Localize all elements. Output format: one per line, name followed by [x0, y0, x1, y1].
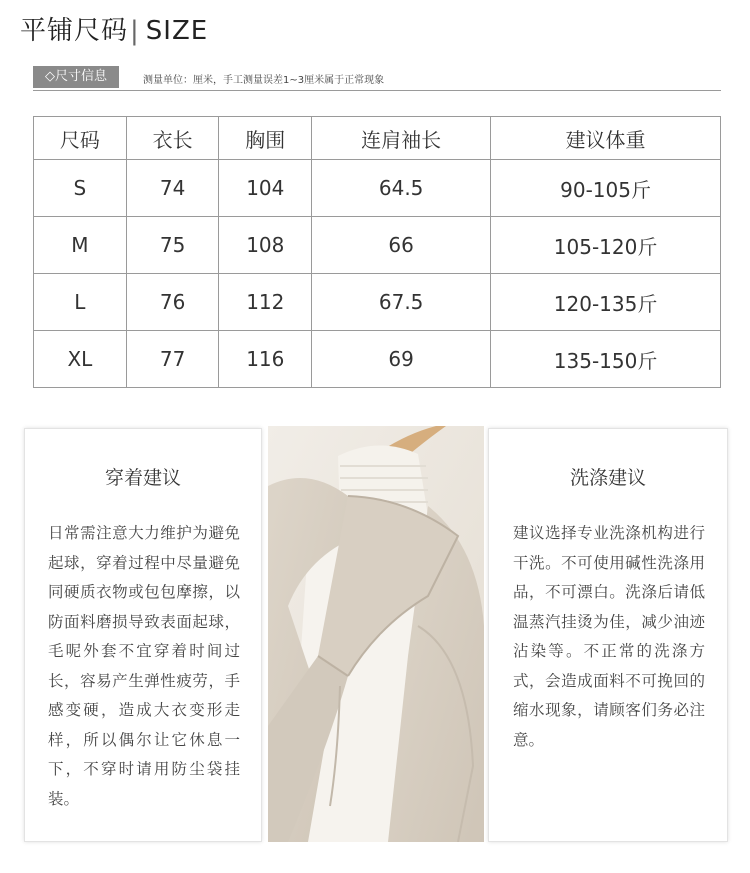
wear-advice-title: 穿着建议: [104, 467, 181, 489]
table-row: [34, 160, 721, 217]
table-cell: 66: [312, 217, 491, 274]
table-cell: 76: [126, 274, 219, 331]
measurement-note: 测量单位：厘米，手工测量误差1~3厘米属于正常现象: [143, 75, 385, 86]
table-cell: S: [34, 160, 127, 217]
wash-advice-card: [488, 428, 728, 842]
col-header-size: 尺码: [34, 117, 127, 160]
title-cn: 平铺尺码: [20, 16, 129, 46]
table-row: [34, 331, 721, 388]
col-header-bust: 胸围: [219, 117, 312, 160]
coat-illustration: [268, 426, 484, 842]
table-cell: 75: [126, 217, 219, 274]
table-cell: 108: [219, 217, 312, 274]
wash-advice-title: 洗涤建议: [569, 467, 646, 489]
table-row: [34, 274, 721, 331]
table-cell: 104: [219, 160, 312, 217]
title-separator: |: [130, 16, 140, 46]
table-cell: XL: [34, 331, 127, 388]
col-header-length: 衣长: [126, 117, 219, 160]
page-title: [20, 10, 208, 47]
table-cell: 116: [219, 331, 312, 388]
table-cell: 69: [312, 331, 491, 388]
table-header-row: [34, 117, 721, 160]
table-cell: 112: [219, 274, 312, 331]
size-table: [33, 116, 721, 388]
table-cell: 67.5: [312, 274, 491, 331]
table-cell: 120-135斤: [491, 274, 721, 331]
size-info-bar: [33, 66, 721, 91]
table-cell: 64.5: [312, 160, 491, 217]
table-row: [34, 217, 721, 274]
wear-advice-body: 日常需注意大力维护为避免起球，穿着过程中尽量避免同硬质衣物或包包摩擦，以防面料磨损导致表面起球，毛呢外套不宜穿着时间过长，容易产生弹性疲劳，手感变硬，造成大衣变形走样，所以偶尔让它休息一下，不穿时请用防尘袋挂装。: [48, 524, 240, 808]
coat-photo: [268, 426, 484, 842]
table-cell: 105-120斤: [491, 217, 721, 274]
table-cell: 74: [126, 160, 219, 217]
title-en: SIZE: [145, 16, 209, 46]
table-cell: 90-105斤: [491, 160, 721, 217]
table-cell: 135-150斤: [491, 331, 721, 388]
wash-advice-body: 建议选择专业洗涤机构进行干洗。不可使用碱性洗涤用品，不可漂白。洗涤后请低温蒸汽挂烫为佳，减少油迹沾染等。不正常的洗涤方式，会造成面料不可挽回的缩水现象，请顾客们务必注意。: [513, 524, 705, 749]
size-info-tag: ◇尺寸信息: [33, 66, 119, 88]
col-header-weight: 建议体重: [491, 117, 721, 160]
table-cell: 77: [126, 331, 219, 388]
table-cell: M: [34, 217, 127, 274]
col-header-sleeve: 连肩袖长: [312, 117, 491, 160]
table-cell: L: [34, 274, 127, 331]
wear-advice-card: [24, 428, 262, 842]
